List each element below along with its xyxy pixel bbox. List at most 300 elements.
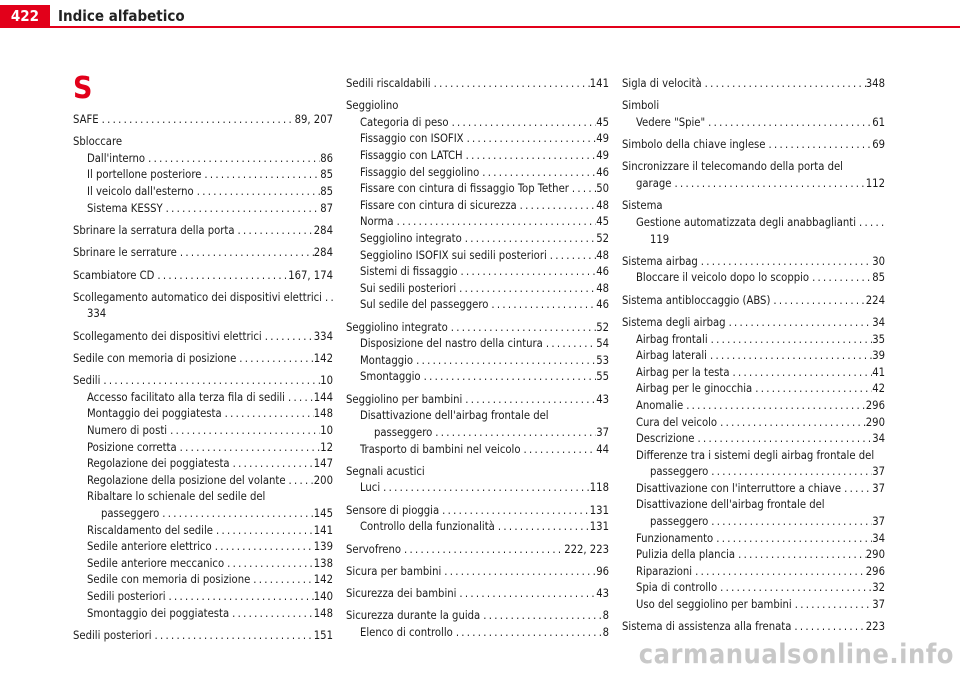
index-entry [346, 248, 609, 265]
index-term: Numero di posti [87, 424, 168, 437]
index-line [73, 373, 333, 390]
dot-leader [394, 214, 597, 231]
index-line [622, 315, 885, 332]
index-term: Scambiatore CD [73, 268, 155, 282]
index-term: Sbrinare la serratura della porta [73, 223, 235, 237]
page-reference: 52 [596, 320, 609, 334]
index-term: Sedili [73, 374, 101, 388]
index-term: Anomalie [636, 398, 684, 412]
page-reference: 49 [596, 132, 609, 146]
index-entry [622, 198, 885, 215]
index-entry [73, 268, 333, 285]
index-line [622, 198, 885, 215]
index-term: Spia di controllo [636, 581, 718, 595]
dot-leader [380, 480, 590, 497]
index-line [346, 76, 609, 93]
index-line [622, 159, 885, 176]
index-entry [346, 76, 609, 93]
index-entry [73, 245, 333, 262]
index-entry [622, 580, 885, 597]
page-reference: 54 [596, 337, 609, 351]
index-entry [346, 503, 609, 520]
index-term: Disposizione del nastro della cintura [360, 337, 543, 351]
page-reference: 200 [313, 473, 333, 487]
index-line [636, 431, 885, 448]
index-line [360, 148, 609, 165]
index-term: Controllo della funzionalità [360, 520, 495, 534]
index-entry [346, 608, 609, 625]
index-entry [346, 625, 609, 642]
page-number: 422 [0, 5, 50, 27]
dot-leader [154, 268, 288, 285]
page-reference: 45 [596, 115, 609, 129]
index-entry [622, 348, 885, 365]
index-term: Regolazione della posizione del volante [87, 473, 286, 487]
index-line [87, 440, 333, 457]
dot-leader [100, 373, 320, 390]
page-reference: 30 [872, 254, 885, 268]
dot-leader [167, 423, 320, 440]
watermark: carmanualsonline.info [638, 639, 954, 670]
dot-leader [250, 572, 314, 589]
continuation-text: passeggero [650, 515, 709, 529]
dot-leader [152, 628, 314, 645]
index-entry [622, 497, 885, 530]
page-reference: 55 [596, 370, 609, 384]
dot-leader [163, 201, 321, 218]
index-entry [622, 481, 885, 498]
index-term: Sedile con memoria di posizione [73, 351, 237, 365]
index-entry [622, 448, 885, 481]
dot-leader [735, 547, 866, 564]
dot-leader [765, 137, 872, 154]
index-term: Sistema airbag [622, 254, 698, 268]
index-entry [346, 369, 609, 386]
index-term: Sicurezza dei bambini [346, 587, 457, 601]
dot-leader [521, 442, 597, 459]
page-reference: 46 [596, 298, 609, 312]
dot-leader [683, 398, 866, 415]
index-line [346, 320, 609, 337]
index-term: Sedile con memoria di posizione [87, 573, 251, 587]
index-continuation [636, 514, 885, 531]
dot-leader [717, 580, 872, 597]
index-column-2 [346, 76, 609, 642]
index-line [622, 254, 885, 271]
index-term: Sistema [622, 199, 663, 213]
index-term: Seggiolino integrato [360, 232, 462, 246]
index-term: Sistemi di fissaggio [360, 265, 458, 279]
index-entry [346, 264, 609, 281]
index-line [87, 556, 333, 573]
page-reference: 34 [872, 432, 885, 446]
dot-leader [285, 390, 314, 407]
page-reference: 48 [596, 281, 609, 295]
index-entry [622, 547, 885, 564]
index-term: Dall'interno [87, 151, 146, 165]
page-reference: 141 [589, 77, 609, 90]
page-reference: 42 [872, 382, 885, 396]
index-line [360, 264, 609, 281]
index-entry [73, 290, 333, 323]
page-reference: 37 [872, 481, 885, 495]
dot-leader [726, 315, 873, 332]
index-term: Uso del seggiolino per bambini [636, 598, 792, 612]
index-line [73, 628, 333, 645]
dot-leader [463, 148, 597, 165]
dot-leader [145, 151, 320, 168]
index-line [636, 597, 885, 614]
page-reference: 96 [596, 564, 609, 578]
index-term: Seggiolino per bambini [346, 392, 463, 406]
index-term: Airbag per la testa [636, 365, 730, 379]
page-header [0, 0, 960, 30]
index-term: Il portellone posteriore [87, 168, 202, 182]
index-line [636, 497, 885, 514]
index-term: Sui sedili posteriori [360, 281, 457, 295]
index-line [360, 281, 609, 298]
index-continuation [622, 176, 885, 193]
index-line [360, 131, 609, 148]
page-reference: 141 [313, 523, 333, 537]
continuation-text: passeggero [374, 425, 433, 439]
index-term: Riscaldamento del sedile [87, 523, 213, 537]
page-reference: 290 [865, 548, 885, 562]
dot-leader [713, 531, 872, 548]
page-reference: 334 [87, 307, 107, 321]
page-reference: 151 [313, 628, 333, 642]
index-line [87, 423, 333, 440]
index-entry [622, 619, 885, 636]
index-line [360, 519, 609, 536]
index-line [360, 442, 609, 459]
header-rule [0, 26, 960, 28]
page-reference: 284 [313, 223, 333, 237]
index-entry [622, 293, 885, 310]
index-line [346, 542, 609, 559]
index-line [636, 398, 885, 415]
index-entry [73, 489, 333, 522]
page-reference: 39 [872, 349, 885, 363]
dot-leader [480, 608, 602, 625]
page-reference: 140 [313, 589, 333, 603]
index-line [636, 381, 885, 398]
index-line [636, 547, 885, 564]
index-term: Il veicolo dall'esterno [87, 185, 194, 199]
index-line [636, 348, 885, 365]
page-reference: 131 [589, 503, 609, 517]
dot-leader [547, 248, 596, 265]
index-entry [346, 115, 609, 132]
page-reference: 35 [872, 332, 885, 346]
dot-leader [479, 165, 596, 182]
index-entry [73, 134, 333, 151]
index-entry [73, 628, 333, 645]
index-line [360, 480, 609, 497]
index-line [622, 98, 885, 115]
index-entry [622, 381, 885, 398]
index-line [360, 248, 609, 265]
index-term: Fissare con cintura di sicurezza [360, 198, 517, 212]
index-term: Sistema di assistenza alla frenata [622, 620, 792, 634]
index-entry [346, 148, 609, 165]
index-term: Sistema antibloccaggio (ABS) [622, 293, 771, 307]
dot-leader [413, 353, 596, 370]
page-reference: 37 [872, 515, 885, 529]
page-reference: 85 [320, 168, 333, 182]
dot-leader [708, 514, 872, 531]
index-line [622, 293, 885, 310]
index-entry [73, 151, 333, 168]
index-entry [73, 440, 333, 457]
index-term: Cura del veicolo [636, 415, 718, 429]
dot-leader [517, 198, 597, 215]
page-reference: 148 [313, 606, 333, 620]
index-line [73, 290, 333, 307]
dot-leader [456, 586, 596, 603]
page-reference: 37 [596, 425, 609, 439]
page-reference: 34 [872, 531, 885, 545]
index-entry [346, 214, 609, 231]
index-entry [346, 165, 609, 182]
index-line [346, 98, 609, 115]
dot-leader [201, 167, 320, 184]
index-line [87, 606, 333, 623]
page-reference: 119 [650, 232, 670, 246]
index-term: Airbag per le ginocchia [636, 382, 753, 396]
index-column-3 [622, 76, 885, 636]
index-entry [346, 542, 609, 559]
dot-leader [401, 542, 564, 559]
page-reference: 61 [872, 115, 885, 129]
page-reference: 50 [596, 182, 609, 196]
page-reference: 147 [313, 457, 333, 471]
page-reference: 48 [596, 198, 609, 212]
index-entry [622, 597, 885, 614]
index-term: Montaggio dei poggiatesta [87, 407, 222, 421]
page-reference: 44 [596, 442, 609, 456]
index-term: Sicurezza durante la guida [346, 609, 481, 623]
index-term: Descrizione [636, 432, 695, 446]
index-line [346, 564, 609, 581]
index-line [622, 619, 885, 636]
index-entry [346, 519, 609, 536]
index-term: Simbolo della chiave inglese [622, 138, 766, 152]
index-line [87, 456, 333, 473]
index-term: Norma [360, 215, 394, 229]
index-entry [73, 406, 333, 423]
page-reference: 112 [865, 177, 885, 191]
index-term: Posizione corretta [87, 440, 177, 454]
index-line [346, 608, 609, 625]
index-term: Montaggio [360, 353, 414, 367]
index-entry [346, 464, 609, 481]
index-term: Seggiolino [346, 99, 399, 113]
page-reference: 43 [596, 587, 609, 601]
index-entry [346, 297, 609, 314]
index-line [87, 406, 333, 423]
index-term: Airbag laterali [636, 349, 707, 363]
index-term: Simboli [622, 99, 660, 113]
index-entry [622, 270, 885, 287]
index-line [636, 481, 885, 498]
page-reference: 87 [320, 201, 333, 215]
page-reference: 144 [313, 390, 333, 404]
index-term: Vedere "Spie" [636, 115, 706, 129]
index-term: Sedili posteriori [87, 589, 166, 603]
dot-leader [159, 506, 314, 523]
index-entry [346, 392, 609, 409]
index-term: SAFE [73, 113, 99, 126]
dot-leader [543, 336, 596, 353]
index-entry [622, 159, 885, 192]
index-entry [73, 167, 333, 184]
section-letter: S [73, 71, 93, 106]
page-reference: 223 [865, 620, 885, 634]
dot-leader [730, 365, 873, 382]
dot-leader [236, 351, 314, 368]
page-reference: 89, 207 [294, 113, 333, 126]
page-reference: 85 [872, 271, 885, 285]
index-line [636, 365, 885, 382]
page-reference: 148 [313, 407, 333, 421]
dot-leader [841, 481, 872, 498]
index-entry [346, 281, 609, 298]
index-line [622, 137, 885, 154]
index-entry [622, 254, 885, 271]
page-reference: 37 [872, 598, 885, 612]
index-line [73, 351, 333, 368]
index-line [73, 134, 333, 151]
index-entry [622, 98, 885, 115]
dot-leader [702, 76, 866, 93]
page-reference: 290 [865, 415, 885, 429]
dot-leader [698, 254, 872, 271]
index-line [346, 464, 609, 481]
page-reference: 334 [313, 329, 333, 343]
index-line [73, 268, 333, 285]
dot-leader [453, 625, 603, 642]
index-line [87, 473, 333, 490]
index-line [636, 115, 885, 132]
dot-leader [421, 369, 597, 386]
index-term: Bloccare il veicolo dopo lo scoppio [636, 271, 810, 285]
dot-leader [856, 215, 885, 232]
page-reference: 296 [865, 564, 885, 578]
dot-leader [464, 131, 597, 148]
dot-leader [262, 329, 314, 346]
page-reference: 46 [596, 165, 609, 179]
index-term: Funzionamento [636, 531, 714, 545]
index-line [87, 184, 333, 201]
page-reference: 131 [589, 520, 609, 534]
index-entry [73, 373, 333, 390]
dot-leader [791, 619, 865, 636]
index-entry [622, 332, 885, 349]
dot-leader [286, 473, 314, 490]
index-entry [346, 336, 609, 353]
index-line [73, 223, 333, 240]
index-line [360, 165, 609, 182]
dot-leader [694, 431, 872, 448]
page-reference: 34 [872, 315, 885, 329]
page-reference: 49 [596, 149, 609, 163]
index-term: Elenco di controllo [360, 626, 453, 639]
index-entry [346, 231, 609, 248]
dot-leader [705, 115, 872, 132]
dot-leader [708, 332, 873, 349]
index-line [360, 214, 609, 231]
page-reference: 53 [596, 353, 609, 367]
index-entry [73, 572, 333, 589]
index-continuation [636, 464, 885, 481]
index-entry [346, 181, 609, 198]
page-reference: 167, 174 [288, 268, 333, 282]
page-reference: 142 [313, 573, 333, 587]
page-reference: 37 [872, 465, 885, 479]
index-line [636, 531, 885, 548]
page-reference: 85 [320, 185, 333, 199]
index-entry [346, 131, 609, 148]
page-reference: 12 [320, 440, 333, 454]
index-term: Pulizia della plancia [636, 548, 736, 562]
index-entry [73, 329, 333, 346]
dot-leader [212, 539, 314, 556]
index-entry [622, 137, 885, 154]
index-entry [73, 223, 333, 240]
index-term: Riparazioni [636, 564, 693, 578]
index-line [360, 231, 609, 248]
index-entry [346, 353, 609, 370]
index-term: Sul sedile del passeggero [360, 298, 489, 312]
index-entry [73, 423, 333, 440]
index-entry [73, 606, 333, 623]
dot-leader [708, 464, 872, 481]
page-reference: 139 [313, 540, 333, 554]
index-term: Sbrinare le serrature [73, 246, 177, 260]
index-entry [73, 390, 333, 407]
dot-leader [441, 564, 596, 581]
dot-leader [717, 415, 866, 432]
dot-leader [177, 245, 314, 262]
page-reference: 10 [320, 424, 333, 437]
dot-leader [99, 112, 295, 129]
dot-leader [224, 556, 314, 573]
page-reference: 118 [589, 481, 609, 495]
index-term: Fissaggio con LATCH [360, 149, 463, 163]
dot-leader [448, 320, 596, 337]
index-term: Fissaggio del seggiolino [360, 165, 480, 179]
index-line [360, 198, 609, 215]
index-term: Sistema KESSY [87, 201, 163, 215]
index-entry [73, 539, 333, 556]
index-entry [346, 320, 609, 337]
continuation-text: garage [636, 177, 672, 191]
index-term: Differenze tra i sistemi degli airbag frontale del [636, 448, 875, 462]
page-reference: 8 [602, 609, 609, 623]
dot-leader [222, 406, 314, 423]
dot-leader [458, 264, 597, 281]
index-entry [73, 473, 333, 490]
index-term: Servofreno [346, 542, 401, 556]
index-term: Sedile anteriore elettrico [87, 540, 212, 554]
page-reference: 32 [872, 581, 885, 595]
index-line [87, 572, 333, 589]
page-reference: 69 [872, 138, 885, 152]
index-line [360, 297, 609, 314]
index-term: Disattivazione dell'airbag frontale del [636, 498, 825, 512]
index-line [87, 523, 333, 540]
